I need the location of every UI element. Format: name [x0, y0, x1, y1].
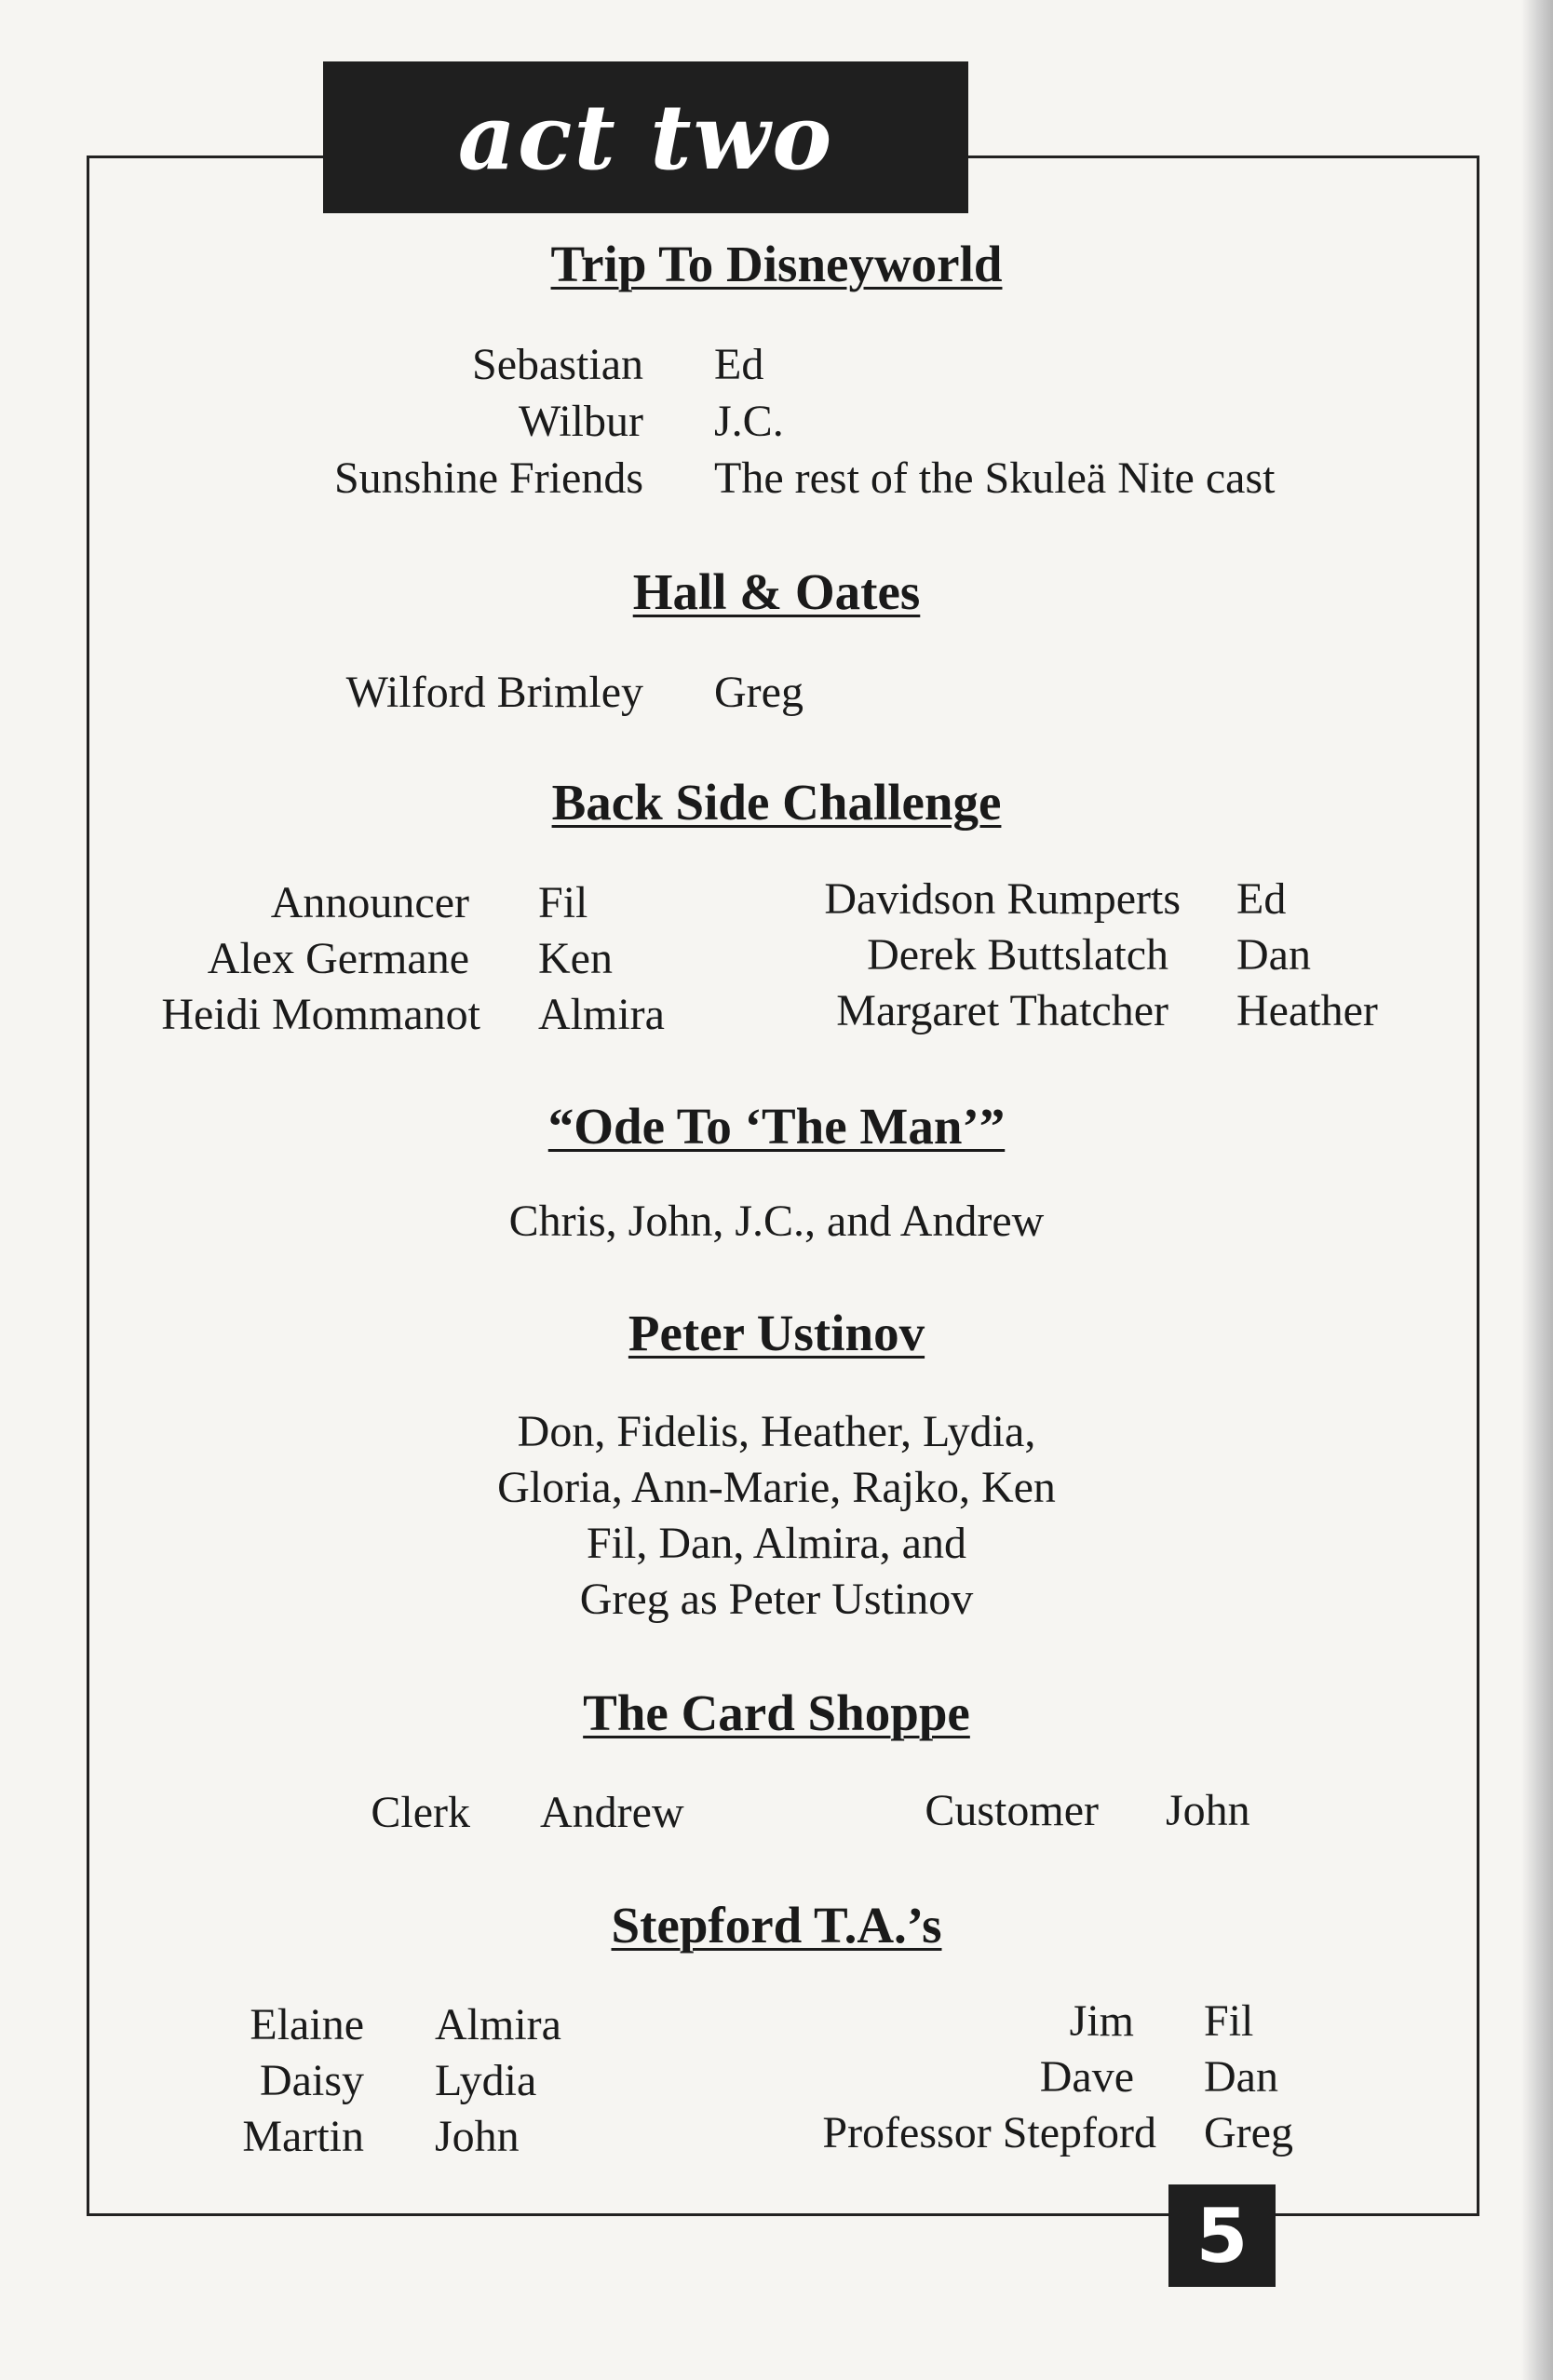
cast-actor: Lydia: [435, 2056, 537, 2105]
cast-actor: Dan: [1204, 2052, 1278, 2102]
section-title-hall-and-oates: Hall & Oates: [632, 563, 921, 620]
cast-role: Professor Stepford: [822, 2108, 1156, 2157]
cast-role: Heidi Mommanot: [161, 990, 480, 1039]
cast-role: Derek Buttslatch: [867, 930, 1168, 980]
cast-role: Elaine: [250, 2000, 364, 2049]
section-title-stepford-tas: Stepford T.A.’s: [611, 1897, 942, 1954]
cast-role: Martin: [242, 2112, 364, 2161]
cast-actor: Almira: [435, 2000, 561, 2049]
cast-actor: J.C.: [714, 397, 784, 446]
cast-role: Sunshine Friends: [333, 453, 643, 503]
cast-actor: Andrew: [540, 1788, 684, 1837]
act-header-text: act two: [457, 85, 834, 190]
cast-line: Greg as Peter Ustinov: [579, 1575, 974, 1624]
cast-line: Don, Fidelis, Heather, Lydia,: [517, 1407, 1036, 1456]
cast-actor: Ed: [1236, 874, 1287, 924]
act-header-banner: [323, 61, 968, 213]
section-title-peter-ustinov: Peter Ustinov: [628, 1305, 925, 1361]
cast-role: Announcer: [270, 878, 469, 927]
cast-role: Margaret Thatcher: [836, 986, 1168, 1035]
cast-role: Daisy: [260, 2056, 364, 2105]
cast-actor: Fil: [1204, 1996, 1254, 2046]
section-title-ode-to-the-man: “Ode To ‘The Man’”: [547, 1098, 1006, 1155]
cast-role: Jim: [1069, 1996, 1134, 2046]
cast-actor: The rest of the Skuleä Nite cast: [714, 453, 1276, 503]
cast-actor: Ken: [538, 934, 613, 983]
cast-actor: Ed: [714, 340, 764, 389]
cast-actor: John: [1166, 1786, 1250, 1835]
cast-line: Chris, John, J.C., and Andrew: [508, 1197, 1045, 1246]
cast-actor: John: [435, 2112, 520, 2161]
cast-role: Davidson Rumperts: [824, 874, 1181, 924]
cast-role: Dave: [1039, 2052, 1134, 2102]
page-number-badge: [1168, 2184, 1276, 2287]
cast-role: Alex Germane: [207, 934, 469, 983]
cast-line: Gloria, Ann-Marie, Rajko, Ken: [497, 1463, 1056, 1512]
cast-role: Sebastian: [472, 340, 643, 389]
cast-role: Wilbur: [518, 397, 643, 446]
cast-actor: Fil: [538, 878, 588, 927]
section-title-trip-to-disneyworld: Trip To Disneyworld: [550, 236, 1003, 292]
cast-actor: Greg: [714, 668, 804, 717]
cast-actor: Dan: [1236, 930, 1311, 980]
cast-role: Clerk: [371, 1788, 470, 1837]
cast-actor: Almira: [538, 990, 665, 1039]
cast-actor: Greg: [1204, 2108, 1293, 2157]
cast-role: Wilford Brimley: [345, 668, 643, 717]
cast-actor: Heather: [1236, 986, 1378, 1035]
page-number: 5: [1195, 2192, 1249, 2279]
page-edge-shadow: [1521, 0, 1553, 2380]
cast-role: Customer: [925, 1786, 1099, 1835]
section-title-the-card-shoppe: The Card Shoppe: [583, 1684, 970, 1741]
section-title-back-side-challenge: Back Side Challenge: [551, 774, 1002, 831]
cast-line: Fil, Dan, Almira, and: [587, 1519, 966, 1568]
